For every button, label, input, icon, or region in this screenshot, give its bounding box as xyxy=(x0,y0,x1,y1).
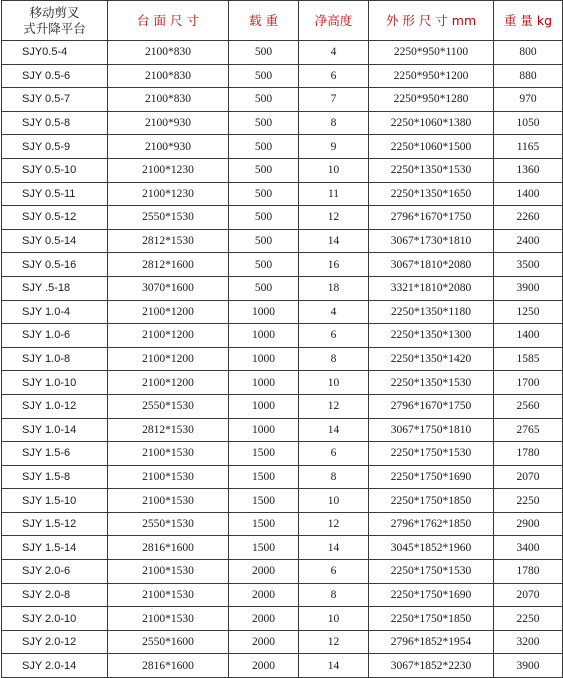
cell-load: 1000 xyxy=(229,394,299,418)
cell-weight: 2070 xyxy=(494,465,563,489)
cell-overall-dimensions: 2250*1350*1650 xyxy=(369,182,494,206)
cell-clear-height: 12 xyxy=(299,512,369,536)
cell-clear-height: 9 xyxy=(299,135,369,159)
cell-clear-height: 14 xyxy=(299,418,369,442)
cell-load: 2000 xyxy=(229,560,299,584)
cell-overall-dimensions: 2250*1750*1690 xyxy=(369,583,494,607)
cell-platform-size: 2100*930 xyxy=(108,111,229,135)
cell-weight: 1400 xyxy=(494,324,563,348)
table-row xyxy=(2,371,563,395)
cell-model: SJY0.5-4 xyxy=(2,41,108,65)
cell-platform-size: 2100*930 xyxy=(108,135,229,159)
cell-load: 1500 xyxy=(229,465,299,489)
cell-load: 500 xyxy=(229,135,299,159)
cell-model: SJY 0.5-10 xyxy=(2,158,108,182)
table-row xyxy=(2,135,563,159)
cell-weight: 3200 xyxy=(494,630,563,654)
cell-load: 500 xyxy=(229,41,299,65)
cell-model: SJY 0.5-6 xyxy=(2,64,108,88)
cell-platform-size: 2100*1230 xyxy=(108,182,229,206)
cell-weight: 1250 xyxy=(494,300,563,324)
header-model: 移动剪叉 式升降平台 xyxy=(2,1,108,41)
cell-model: SJY 2.0-12 xyxy=(2,630,108,654)
cell-platform-size: 2100*830 xyxy=(108,64,229,88)
cell-platform-size: 2812*1530 xyxy=(108,229,229,253)
table-row xyxy=(2,64,563,88)
cell-clear-height: 6 xyxy=(299,324,369,348)
cell-load: 1500 xyxy=(229,512,299,536)
cell-platform-size: 2100*1530 xyxy=(108,560,229,584)
cell-load: 2000 xyxy=(229,583,299,607)
table-row xyxy=(2,182,563,206)
cell-model: SJY 1.5-12 xyxy=(2,512,108,536)
cell-weight: 1050 xyxy=(494,111,563,135)
cell-overall-dimensions: 2250*1060*1500 xyxy=(369,135,494,159)
cell-model: SJY 0.5-8 xyxy=(2,111,108,135)
cell-weight: 2765 xyxy=(494,418,563,442)
cell-model: SJY 1.0-10 xyxy=(2,371,108,395)
cell-overall-dimensions: 3045*1852*1960 xyxy=(369,536,494,560)
table-row xyxy=(2,88,563,112)
cell-platform-size: 2816*1600 xyxy=(108,536,229,560)
table-row xyxy=(2,276,563,300)
cell-platform-size: 2812*1530 xyxy=(108,418,229,442)
cell-load: 1500 xyxy=(229,489,299,513)
cell-model: SJY 1.5-8 xyxy=(2,465,108,489)
cell-clear-height: 16 xyxy=(299,253,369,277)
table-row xyxy=(2,111,563,135)
cell-clear-height: 10 xyxy=(299,371,369,395)
cell-weight: 3900 xyxy=(494,276,563,300)
cell-load: 500 xyxy=(229,182,299,206)
cell-clear-height: 8 xyxy=(299,465,369,489)
cell-overall-dimensions: 2250*1060*1380 xyxy=(369,111,494,135)
cell-model: SJY 0.5-14 xyxy=(2,229,108,253)
cell-clear-height: 8 xyxy=(299,347,369,371)
cell-model: SJY 1.0-12 xyxy=(2,394,108,418)
cell-overall-dimensions: 3067*1810*2080 xyxy=(369,253,494,277)
table-row xyxy=(2,158,563,182)
cell-overall-dimensions: 2250*1350*1530 xyxy=(369,371,494,395)
cell-load: 2000 xyxy=(229,630,299,654)
cell-overall-dimensions: 2250*1750*1690 xyxy=(369,465,494,489)
cell-clear-height: 12 xyxy=(299,630,369,654)
cell-clear-height: 14 xyxy=(299,229,369,253)
cell-platform-size: 2100*1530 xyxy=(108,607,229,631)
table-row xyxy=(2,560,563,584)
cell-model: SJY 2.0-14 xyxy=(2,654,108,678)
cell-platform-size: 2812*1600 xyxy=(108,253,229,277)
header-load: 载 重 xyxy=(229,1,299,41)
cell-overall-dimensions: 2250*1350*1530 xyxy=(369,158,494,182)
cell-load: 1000 xyxy=(229,347,299,371)
cell-weight: 3900 xyxy=(494,654,563,678)
table-row xyxy=(2,229,563,253)
cell-clear-height: 8 xyxy=(299,111,369,135)
cell-model: SJY 0.5-9 xyxy=(2,135,108,159)
header-platform-size: 台 面 尺 寸 xyxy=(108,1,229,41)
cell-platform-size: 2100*830 xyxy=(108,41,229,65)
cell-clear-height: 14 xyxy=(299,654,369,678)
cell-load: 500 xyxy=(229,64,299,88)
cell-overall-dimensions: 2250*1750*1850 xyxy=(369,489,494,513)
header-overall-dimensions: 外 形 尺 寸 mm xyxy=(369,1,494,41)
cell-clear-height: 11 xyxy=(299,182,369,206)
cell-weight: 1360 xyxy=(494,158,563,182)
cell-platform-size: 2550*1530 xyxy=(108,206,229,230)
cell-overall-dimensions: 2250*950*1100 xyxy=(369,41,494,65)
cell-clear-height: 4 xyxy=(299,41,369,65)
cell-model: SJY 0.5-11 xyxy=(2,182,108,206)
cell-model: SJY 1.0-6 xyxy=(2,324,108,348)
cell-clear-height: 14 xyxy=(299,536,369,560)
cell-model: SJY 1.5-10 xyxy=(2,489,108,513)
cell-clear-height: 10 xyxy=(299,158,369,182)
cell-model: SJY 1.0-8 xyxy=(2,347,108,371)
cell-load: 500 xyxy=(229,111,299,135)
cell-overall-dimensions: 2250*1350*1420 xyxy=(369,347,494,371)
cell-platform-size: 2100*1230 xyxy=(108,158,229,182)
cell-platform-size: 3070*1600 xyxy=(108,276,229,300)
cell-load: 1000 xyxy=(229,324,299,348)
cell-weight: 880 xyxy=(494,64,563,88)
table-row xyxy=(2,536,563,560)
table-row xyxy=(2,489,563,513)
cell-load: 500 xyxy=(229,206,299,230)
cell-overall-dimensions: 2796*1670*1750 xyxy=(369,206,494,230)
table-row xyxy=(2,206,563,230)
cell-clear-height: 10 xyxy=(299,489,369,513)
cell-overall-dimensions: 3321*1810*2080 xyxy=(369,276,494,300)
cell-platform-size: 2100*1530 xyxy=(108,489,229,513)
cell-model: SJY 0.5-7 xyxy=(2,88,108,112)
cell-platform-size: 2816*1600 xyxy=(108,654,229,678)
header-weight: 重 量 kg xyxy=(494,1,563,41)
cell-weight: 2250 xyxy=(494,489,563,513)
table-row xyxy=(2,654,563,678)
cell-weight: 2260 xyxy=(494,206,563,230)
spec-sheet xyxy=(1,0,562,672)
cell-model: SJY 0.5-16 xyxy=(2,253,108,277)
cell-model: SJY 2.0-6 xyxy=(2,560,108,584)
cell-model: SJY 1.5-14 xyxy=(2,536,108,560)
cell-weight: 800 xyxy=(494,41,563,65)
cell-platform-size: 2550*1530 xyxy=(108,512,229,536)
cell-model: SJY 2.0-8 xyxy=(2,583,108,607)
cell-platform-size: 2550*1600 xyxy=(108,630,229,654)
cell-weight: 3500 xyxy=(494,253,563,277)
cell-clear-height: 12 xyxy=(299,394,369,418)
header-row xyxy=(2,1,563,41)
cell-weight: 1700 xyxy=(494,371,563,395)
cell-weight: 2900 xyxy=(494,512,563,536)
cell-overall-dimensions: 3067*1750*1810 xyxy=(369,418,494,442)
cell-overall-dimensions: 3067*1730*1810 xyxy=(369,229,494,253)
cell-weight: 1780 xyxy=(494,560,563,584)
cell-overall-dimensions: 2796*1670*1750 xyxy=(369,394,494,418)
cell-platform-size: 2100*1530 xyxy=(108,442,229,466)
cell-clear-height: 6 xyxy=(299,442,369,466)
cell-weight: 2070 xyxy=(494,583,563,607)
cell-platform-size: 2100*1530 xyxy=(108,583,229,607)
spec-table xyxy=(1,0,563,678)
cell-overall-dimensions: 2250*950*1200 xyxy=(369,64,494,88)
cell-load: 500 xyxy=(229,229,299,253)
cell-platform-size: 2100*1530 xyxy=(108,465,229,489)
cell-overall-dimensions: 2250*1350*1180 xyxy=(369,300,494,324)
table-row xyxy=(2,347,563,371)
cell-weight: 970 xyxy=(494,88,563,112)
cell-model: SJY 1.0-4 xyxy=(2,300,108,324)
cell-platform-size: 2100*1200 xyxy=(108,371,229,395)
table-row xyxy=(2,512,563,536)
cell-weight: 2560 xyxy=(494,394,563,418)
table-row xyxy=(2,630,563,654)
cell-overall-dimensions: 2250*1750*1530 xyxy=(369,560,494,584)
cell-clear-height: 7 xyxy=(299,88,369,112)
cell-clear-height: 6 xyxy=(299,64,369,88)
cell-overall-dimensions: 2250*1750*1530 xyxy=(369,442,494,466)
cell-platform-size: 2100*1200 xyxy=(108,324,229,348)
cell-load: 1000 xyxy=(229,371,299,395)
cell-load: 1500 xyxy=(229,536,299,560)
table-row xyxy=(2,300,563,324)
cell-load: 1500 xyxy=(229,442,299,466)
cell-overall-dimensions: 2796*1762*1850 xyxy=(369,512,494,536)
cell-load: 2000 xyxy=(229,654,299,678)
cell-clear-height: 12 xyxy=(299,206,369,230)
table-row xyxy=(2,442,563,466)
cell-overall-dimensions: 3067*1852*2230 xyxy=(369,654,494,678)
table-row xyxy=(2,324,563,348)
cell-weight: 3400 xyxy=(494,536,563,560)
table-row xyxy=(2,41,563,65)
cell-load: 2000 xyxy=(229,607,299,631)
cell-load: 1000 xyxy=(229,300,299,324)
cell-load: 1000 xyxy=(229,418,299,442)
table-row xyxy=(2,253,563,277)
cell-clear-height: 6 xyxy=(299,560,369,584)
cell-model: SJY 0.5-12 xyxy=(2,206,108,230)
cell-weight: 1585 xyxy=(494,347,563,371)
cell-clear-height: 8 xyxy=(299,583,369,607)
cell-overall-dimensions: 2250*1750*1850 xyxy=(369,607,494,631)
table-row xyxy=(2,465,563,489)
cell-clear-height: 18 xyxy=(299,276,369,300)
table-row xyxy=(2,418,563,442)
table-row xyxy=(2,607,563,631)
cell-load: 500 xyxy=(229,276,299,300)
cell-platform-size: 2100*830 xyxy=(108,88,229,112)
cell-weight: 1780 xyxy=(494,442,563,466)
cell-weight: 2250 xyxy=(494,607,563,631)
header-clear-height: 净高度 xyxy=(299,1,369,41)
table-row xyxy=(2,583,563,607)
cell-model: SJY .5-18 xyxy=(2,276,108,300)
cell-clear-height: 10 xyxy=(299,607,369,631)
cell-platform-size: 2100*1200 xyxy=(108,347,229,371)
cell-overall-dimensions: 2250*950*1280 xyxy=(369,88,494,112)
cell-load: 500 xyxy=(229,88,299,112)
cell-model: SJY 2.0-10 xyxy=(2,607,108,631)
cell-clear-height: 4 xyxy=(299,300,369,324)
cell-platform-size: 2100*1200 xyxy=(108,300,229,324)
table-row xyxy=(2,394,563,418)
cell-weight: 1165 xyxy=(494,135,563,159)
cell-load: 500 xyxy=(229,158,299,182)
cell-platform-size: 2550*1530 xyxy=(108,394,229,418)
cell-model: SJY 1.0-14 xyxy=(2,418,108,442)
cell-weight: 1400 xyxy=(494,182,563,206)
cell-overall-dimensions: 2796*1852*1954 xyxy=(369,630,494,654)
cell-load: 500 xyxy=(229,253,299,277)
cell-weight: 2400 xyxy=(494,229,563,253)
cell-overall-dimensions: 2250*1350*1300 xyxy=(369,324,494,348)
table-body xyxy=(2,41,563,678)
cell-model: SJY 1.5-6 xyxy=(2,442,108,466)
